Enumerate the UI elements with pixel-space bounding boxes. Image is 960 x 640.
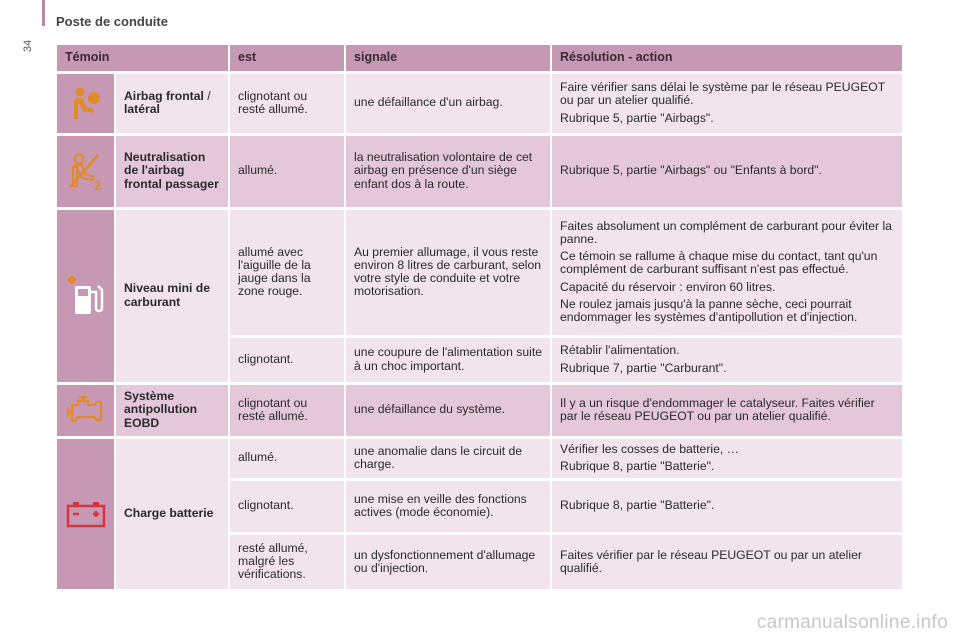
header-signale: signale [345,45,551,72]
table-row [57,383,903,437]
signal-cell: un dysfonctionnement d'allumage ou d'injection. [345,533,551,589]
state-cell: allumé. [229,437,345,479]
action-cell: Faire vérifier sans délai le système par le réseau PEUGEOT ou par un atelier qualifié. Rubrique 5, partie "Airbags". [551,72,903,134]
table-row [57,72,903,134]
light-name: Système antipollution EOBD [115,383,229,437]
svg-text:2: 2 [93,178,101,192]
engine-check-icon [64,393,108,427]
light-name: Neutralisation de l'airbag frontal passager [115,134,229,208]
signal-cell: une anomalie dans le circuit de charge. [345,437,551,479]
state-cell: clignotant ou resté allumé. [229,72,345,134]
state-cell: clignotant ou resté allumé. [229,383,345,437]
header-resolution: Résolution - action [551,45,903,72]
light-name: Charge batterie [115,437,229,589]
icon-cell [57,208,115,383]
section-title: Poste de conduite [56,14,168,29]
watermark: carmanualsonline.info [756,612,948,633]
state-cell: clignotant. [229,479,345,533]
state-cell: clignotant. [229,336,345,383]
light-name: Airbag frontal / latéral [115,72,229,134]
fuel-pump-icon [66,274,106,318]
icon-cell [57,134,115,208]
signal-cell: la neutralisation volontaire de cet airbag en présence d'un siège enfant dos à la route. [345,134,551,208]
battery-icon [65,499,107,529]
table-row [57,437,903,479]
light-name: Niveau mini de carburant [115,208,229,383]
signal-cell: une coupure de l'alimentation suite à un choc important. [345,336,551,383]
action-cell: Rubrique 5, partie "Airbags" ou "Enfants à bord". [551,134,903,208]
header-est: est [229,45,345,72]
icon-cell [57,437,115,589]
table-row [57,134,903,208]
action-cell: Rubrique 8, partie "Batterie". [551,479,903,533]
action-cell: Rétablir l'alimentation. Rubrique 7, partie "Carburant". [551,336,903,383]
side-accent-bar [42,0,45,26]
signal-cell: une défaillance du système. [345,383,551,437]
icon-cell [57,383,115,437]
action-cell: Vérifier les cosses de batterie, … Rubrique 8, partie "Batterie". [551,437,903,479]
header-temoin: Témoin [57,45,229,72]
table-row [57,208,903,336]
page-number: 34 [22,39,34,53]
signal-cell: Au premier allumage, il vous reste environ 8 litres de carburant, selon votre style de conduite et votre motorisation. [345,208,551,336]
airbag-deactivated-icon [65,150,107,192]
state-cell: allumé. [229,134,345,208]
action-cell: Faites absolument un complément de carburant pour éviter la panne. Ce témoin se rallume à chaque mise du contact, tant qu'un complément de carburant suffisant n'est pas effectué. Capacité du réservoir : environ 60 litres. Ne roulez jamais jusqu'à la panne sèche, ceci pourrait endommager les systèmes d'antipollution et d'injection. [551,208,903,336]
signal-cell: une défaillance d'un airbag. [345,72,551,134]
table-header-row [57,45,903,72]
warning-lights-table [57,45,904,589]
signal-cell: une mise en veille des fonctions actives (mode économie). [345,479,551,533]
airbag-warning-icon [66,83,106,123]
state-cell: allumé avec l'aiguille de la jauge dans la zone rouge. [229,208,345,336]
icon-cell [57,72,115,134]
action-cell: Il y a un risque d'endommager le catalyseur. Faites vérifier par le réseau PEUGEOT ou par un atelier qualifié. [551,383,903,437]
action-cell: Faites vérifier par le réseau PEUGEOT ou par un atelier qualifié. [551,533,903,589]
state-cell: resté allumé, malgré les vérifications. [229,533,345,589]
